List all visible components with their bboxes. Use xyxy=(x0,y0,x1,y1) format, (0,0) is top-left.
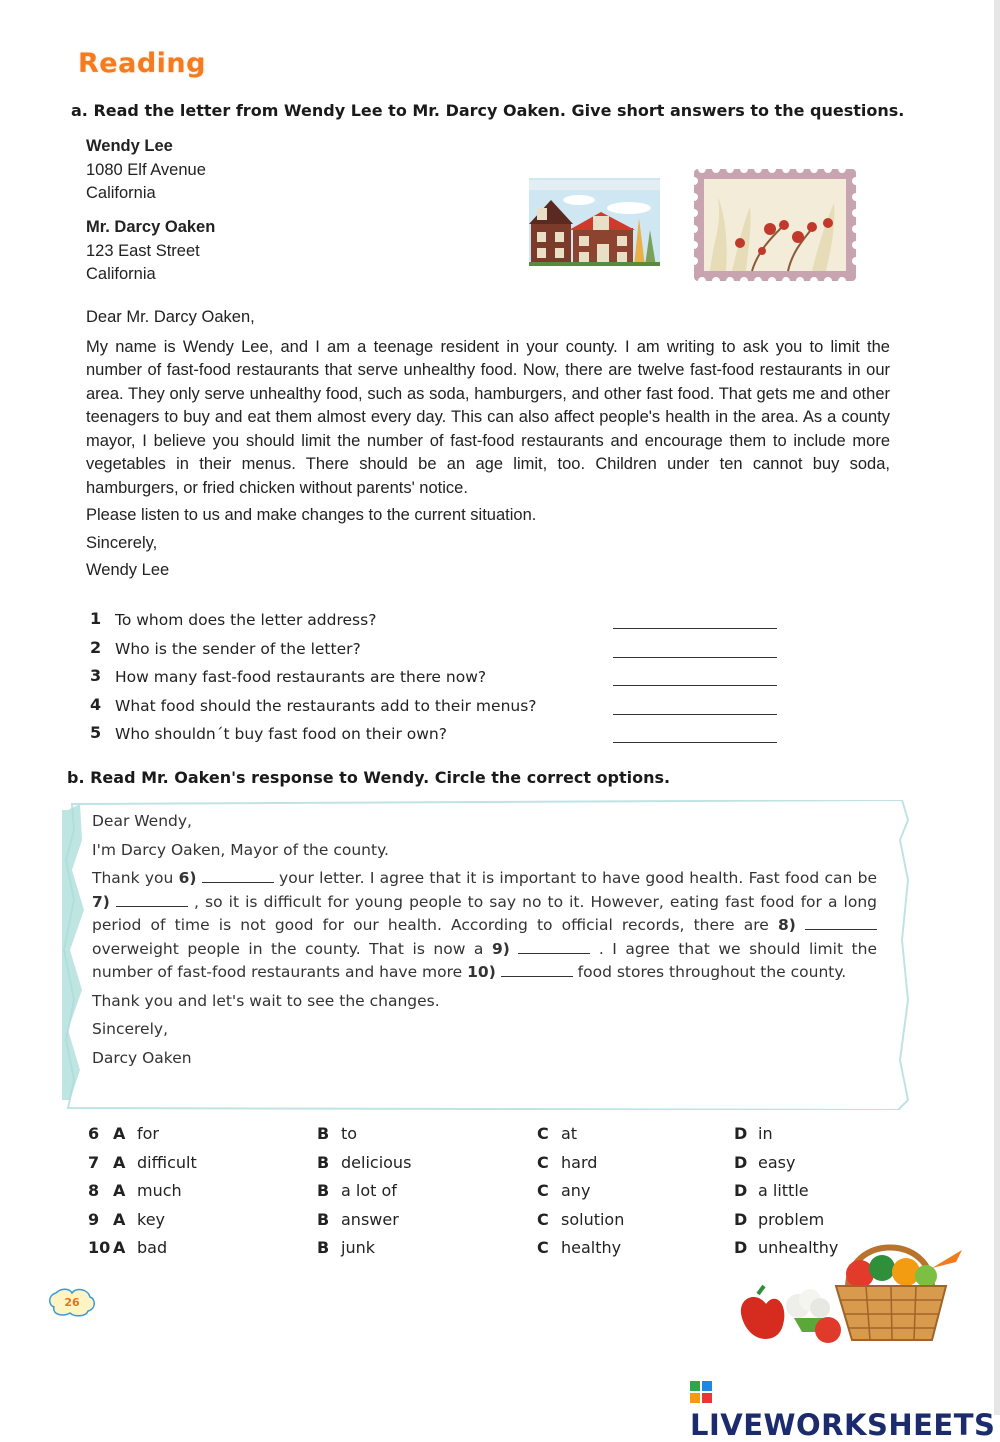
option-letter: C xyxy=(537,1152,549,1172)
option-a[interactable] xyxy=(113,1153,197,1172)
gap-label: 9) xyxy=(491,939,510,958)
option-letter: C xyxy=(537,1209,549,1229)
option-letter: C xyxy=(537,1124,549,1143)
option-word: a little xyxy=(758,1181,809,1200)
instruction-b: b. Read Mr. Oaken's response to Wendy. Circle the correct options. xyxy=(67,768,671,787)
response-letter xyxy=(92,810,877,1070)
option-c[interactable] xyxy=(537,1210,624,1229)
question-list xyxy=(90,607,790,750)
option-word: easy xyxy=(758,1152,796,1172)
option-number: 10 xyxy=(88,1238,111,1257)
option-letter: D xyxy=(734,1152,748,1172)
letter-greeting: Dear Mr. Darcy Oaken, xyxy=(86,308,255,326)
option-letter: B xyxy=(317,1181,330,1200)
option-a[interactable] xyxy=(113,1210,165,1229)
sender-address xyxy=(86,135,206,206)
option-word: hard xyxy=(561,1152,598,1172)
option-word: healthy xyxy=(561,1238,622,1257)
option-word: any xyxy=(561,1181,591,1200)
recipient-line2: California xyxy=(86,265,156,283)
option-word: solution xyxy=(561,1209,625,1229)
answer-line[interactable] xyxy=(613,742,777,743)
question-row xyxy=(90,607,790,636)
response-signature: Darcy Oaken xyxy=(92,1048,192,1067)
option-b[interactable] xyxy=(317,1238,375,1257)
option-row xyxy=(88,1151,888,1180)
question-number: 4 xyxy=(90,694,102,714)
sender-name: Wendy Lee xyxy=(86,137,173,155)
gap-7-blank[interactable] xyxy=(116,894,188,907)
option-word: a lot of xyxy=(341,1181,397,1200)
letter-request: Please listen to us and make changes to the current situation. xyxy=(86,506,537,524)
question-number: 1 xyxy=(90,609,102,628)
response-text: . I agree that we should limit the number of fast-food restaurants and have more xyxy=(92,939,877,981)
response-body xyxy=(92,867,877,985)
sender-line1: 1080 Elf Avenue xyxy=(86,160,206,179)
response-closing: Sincerely, xyxy=(92,1020,169,1038)
option-letter: D xyxy=(734,1209,748,1229)
option-c[interactable] xyxy=(537,1181,590,1200)
option-word: much xyxy=(137,1181,182,1200)
answer-line[interactable] xyxy=(613,628,777,629)
option-row xyxy=(88,1179,888,1208)
question-text: Who shouldn´t buy fast food on their own? xyxy=(115,725,447,743)
option-b[interactable] xyxy=(317,1124,357,1143)
gap-10-blank[interactable] xyxy=(501,964,573,977)
question-text: How many fast-food restaurants are there now? xyxy=(115,668,487,686)
option-letter: A xyxy=(113,1181,126,1200)
gap-label: 8) xyxy=(777,916,796,934)
option-d[interactable] xyxy=(734,1181,809,1200)
recipient-line1: 123 East Street xyxy=(86,241,200,260)
answer-line[interactable] xyxy=(613,657,777,658)
option-b[interactable] xyxy=(317,1210,399,1229)
response-greeting: Dear Wendy, xyxy=(92,812,192,830)
logo-text: LIVEWORKSHEETS xyxy=(690,1408,996,1442)
option-b[interactable] xyxy=(317,1181,397,1200)
option-word: problem xyxy=(758,1209,825,1229)
recipient-name: Mr. Darcy Oaken xyxy=(86,218,216,236)
recipient-address xyxy=(86,216,215,287)
page-edge xyxy=(994,0,1000,1415)
section-title: Reading xyxy=(78,48,206,79)
option-word: to xyxy=(341,1124,358,1143)
answer-line[interactable] xyxy=(613,685,777,686)
option-word: unhealthy xyxy=(758,1238,839,1257)
option-d[interactable] xyxy=(734,1153,795,1172)
house-picture xyxy=(529,178,660,266)
option-d[interactable] xyxy=(734,1210,824,1229)
letter-closing: Sincerely, xyxy=(86,533,158,552)
question-row xyxy=(90,664,790,693)
instruction-a: a. Read the letter from Wendy Lee to Mr. Darcy Oaken. Give short answers to the questions. xyxy=(71,101,905,120)
answer-line[interactable] xyxy=(613,714,777,715)
option-c[interactable] xyxy=(537,1238,621,1257)
vegetable-basket-icon xyxy=(736,1228,972,1346)
liveworksheets-logo xyxy=(690,1374,1000,1442)
question-text: What food should the restaurants add to their menus? xyxy=(115,696,537,715)
gap-9-blank[interactable] xyxy=(518,941,590,954)
option-word: answer xyxy=(341,1209,399,1229)
response-text: overweight people in the county. That is now a xyxy=(92,939,492,958)
logo-mark-icon xyxy=(690,1381,712,1403)
letter-body: My name is Wendy Lee, and I am a teenage resident in your county. I am writing to ask you to limit the number of fast-food restaurants that serve unhealthy food. Now, there are twelve fast-food restaurants in our area. They only serve unhealthy food, such as soda, hamburgers, and other fast food. That gets me and other teenagers to buy and eat them almost every day. This can also affect people's health in the area. As a county mayor, I believe you should limit the number of fast-food restaurants and encourage them to include more vegetables in their menus. There should be an age limit, too. Children under ten cannot buy soda, hamburgers, or fried chicken without parents' notice. xyxy=(86,337,890,497)
gap-8-blank[interactable] xyxy=(805,917,877,930)
page-number: 26 xyxy=(64,1296,80,1309)
response-text: food stores throughout the county. xyxy=(572,963,847,981)
option-letter: C xyxy=(537,1181,549,1200)
gap-label: 6) xyxy=(178,869,197,887)
option-letter: B xyxy=(317,1238,330,1257)
option-a[interactable] xyxy=(113,1124,159,1143)
response-text: Thank you xyxy=(92,869,179,887)
stamp-picture xyxy=(692,167,858,283)
option-word: junk xyxy=(341,1238,375,1257)
page-number-badge xyxy=(48,1287,96,1317)
option-letter: A xyxy=(113,1152,126,1172)
option-word: delicious xyxy=(341,1152,412,1172)
option-number: 8 xyxy=(88,1181,100,1200)
sender-line2: California xyxy=(86,184,156,202)
gap-6-blank[interactable] xyxy=(202,870,274,883)
option-letter: A xyxy=(113,1209,126,1229)
question-text: To whom does the letter address? xyxy=(115,611,377,629)
question-row xyxy=(90,721,790,750)
option-d[interactable] xyxy=(734,1124,773,1143)
letter-signature: Wendy Lee xyxy=(86,561,170,579)
option-word: bad xyxy=(137,1238,168,1257)
option-word: key xyxy=(137,1209,166,1229)
option-word: for xyxy=(137,1124,159,1143)
option-a[interactable] xyxy=(113,1181,182,1200)
question-number: 5 xyxy=(90,723,102,742)
response-text: , so it is difficult for young people to say no to it. However, eating fast food for a long period of time is not good for our health. According to official records, there are xyxy=(92,892,877,934)
option-number: 9 xyxy=(88,1209,100,1229)
response-thanks: Thank you and let's wait to see the changes. xyxy=(92,991,440,1010)
gap-label: 10) xyxy=(467,963,496,981)
option-letter: C xyxy=(537,1238,549,1257)
question-number: 3 xyxy=(90,666,102,685)
letter-from-wendy xyxy=(86,306,890,583)
question-row xyxy=(90,636,790,665)
option-a[interactable] xyxy=(113,1238,167,1257)
response-intro: I'm Darcy Oaken, Mayor of the county. xyxy=(92,840,389,859)
option-word: difficult xyxy=(137,1152,197,1172)
option-b[interactable] xyxy=(317,1153,411,1172)
option-word: in xyxy=(758,1124,773,1143)
option-letter: A xyxy=(113,1238,126,1257)
option-word: at xyxy=(561,1124,578,1143)
question-text: Who is the sender of the letter? xyxy=(115,639,361,658)
option-letter: D xyxy=(734,1181,748,1200)
option-c[interactable] xyxy=(537,1124,577,1143)
option-c[interactable] xyxy=(537,1153,597,1172)
gap-label: 7) xyxy=(92,892,110,911)
response-text: your letter. I agree that it is important to have good health. Fast food can be xyxy=(273,869,877,887)
option-letter: B xyxy=(317,1124,330,1143)
option-number: 6 xyxy=(88,1124,100,1143)
option-letter: B xyxy=(317,1152,330,1172)
question-row xyxy=(90,693,790,722)
option-letter: A xyxy=(113,1124,126,1143)
option-row xyxy=(88,1122,888,1151)
question-number: 2 xyxy=(90,637,102,657)
option-letter: D xyxy=(734,1124,748,1143)
option-letter: D xyxy=(734,1238,748,1257)
option-letter: B xyxy=(317,1209,330,1229)
option-number: 7 xyxy=(88,1152,100,1172)
